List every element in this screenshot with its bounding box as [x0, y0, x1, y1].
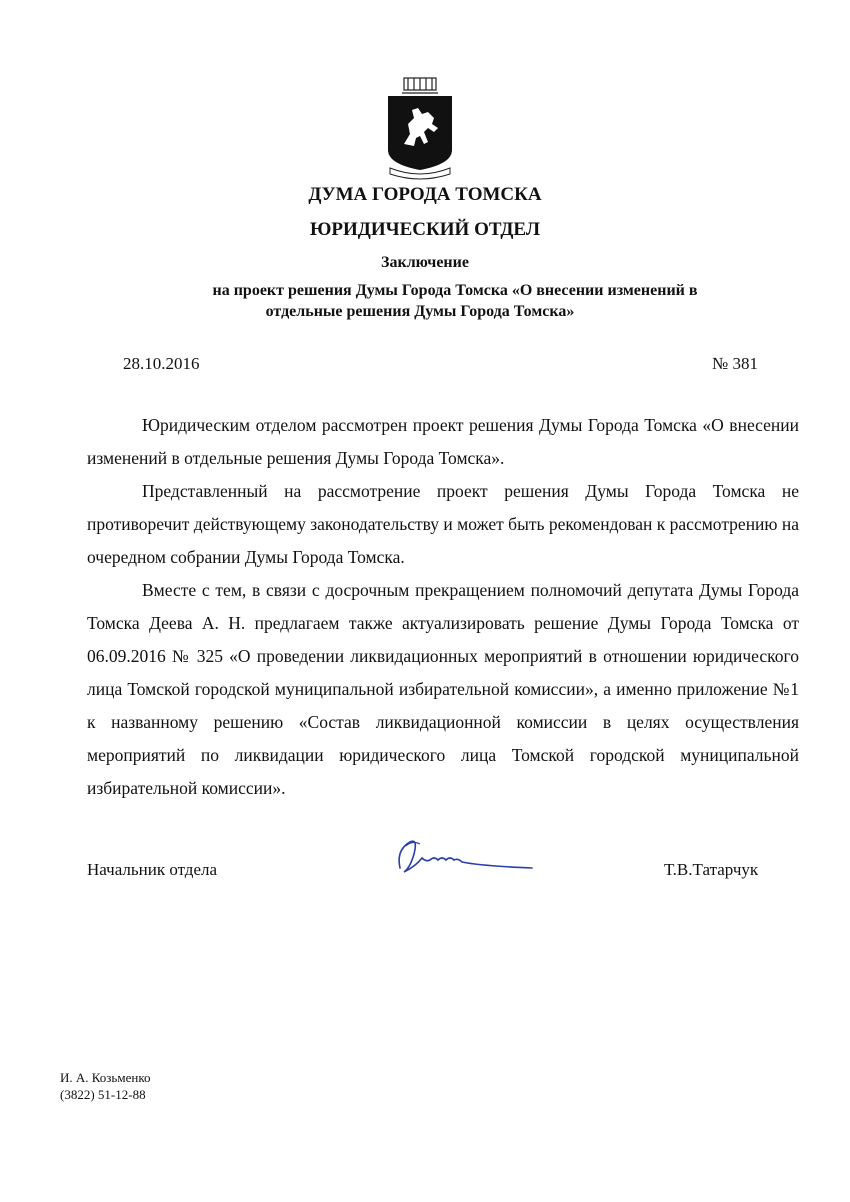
department-title: ЮРИДИЧЕСКИЙ ОТДЕЛ [310, 219, 540, 240]
city-coat-of-arms-horse-icon [382, 72, 458, 182]
subject-line-1: на проект решения Думы Города Томска «О внесении изменений в [212, 282, 698, 299]
org-title: ДУМА ГОРОДА ТОМСКА [308, 184, 542, 205]
document-body [87, 409, 799, 805]
document-date: 28.10.2016 [123, 354, 200, 373]
executor-phone: (3822) 51-12-88 [60, 1087, 146, 1102]
paragraph-2: Представленный на рассмотрение проект решения Думы Города Томска не противоречит действующему законодательству и может быть рекомендован к рассмотрению на очередном собрании Думы Города Томска. [87, 481, 800, 567]
executor-name: И. А. Козьменко [60, 1070, 151, 1085]
subject-line-2: отдельные решения Думы Города Томска» [265, 303, 575, 320]
paragraph-3: Вместе с тем, в связи с досрочным прекращением полномочий депутата Думы Города Томска Деева А. Н. предлагаем также актуализировать решение Думы Города Томска от 06.09.2016 № 325 «О проведении ликвидационных мероприятий в отношении юридического лица Томской городской муниципальной избирательной комиссии», а именно приложение №1 к названному решению «Состав ликвидационной комиссии в целях осуществления мероприятий по ликвидации юридического лица Томской городской муниципальной избирательной комиссии». [87, 580, 799, 798]
paragraph-1: Юридическим отделом рассмотрен проект решения Думы Города Томска «О внесении изменений в отдельные решения Думы Города Томска». [87, 415, 799, 468]
document-type: Заключение [381, 254, 469, 271]
executor-block [60, 1069, 150, 1103]
handwritten-signature-icon [392, 832, 542, 882]
signer-role: Начальник отдела [87, 860, 218, 879]
signer-name: Т.В.Татарчук [664, 860, 759, 879]
document-number: № 381 [712, 354, 758, 373]
